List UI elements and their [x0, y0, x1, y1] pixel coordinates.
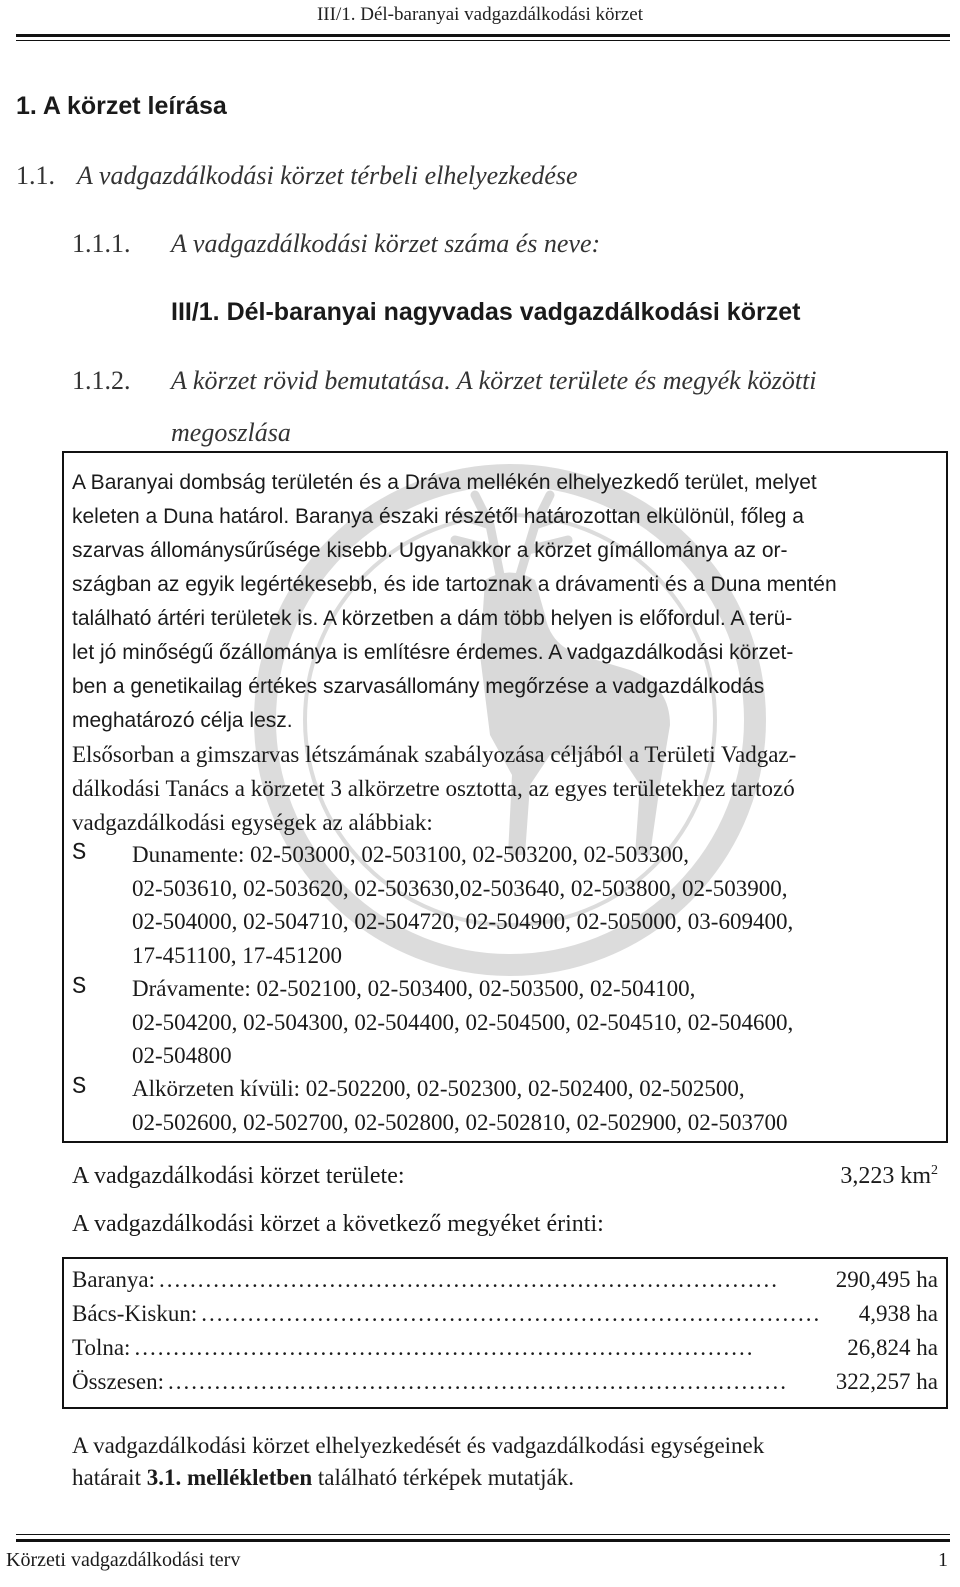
description-line: ben a genetikailag értékes szarvasállomány megőrzése a vadgazdálkodás: [72, 675, 765, 698]
description-line: keleten a Duna határol. Baranya északi részétől határozottan elkülönül, főleg a: [72, 505, 804, 528]
unit-line: Alkörzeten kívüli: 02-502200, 02-502300, 02-502400, 02-502500,: [132, 1076, 745, 1101]
running-header: III/1. Dél-baranyai vadgazdálkodási körzet: [316, 4, 643, 25]
county-name: Bács-Kiskun:: [72, 1301, 198, 1326]
county-name: Összesen:: [72, 1369, 164, 1394]
closing-line2: [72, 1462, 938, 1494]
area-value: [840, 1163, 938, 1190]
county-name: Baranya:: [72, 1267, 156, 1292]
paragraph-line: dálkodási Tanács a körzetet 3 alkörzetre osztotta, az egyes területekhez tartozó: [72, 776, 795, 801]
district-name: III/1. Dél-baranyai nagyvadas vadgazdálkodási körzet: [171, 298, 801, 326]
unit-line: 17-451100, 17-451200: [132, 942, 342, 968]
bullet-marker: S: [72, 974, 87, 1001]
unit-line: Drávamente: 02-502100, 02-503400, 02-503500, 02-504100,: [132, 976, 696, 1001]
page-number: 1: [938, 1549, 948, 1571]
sub112-number: 1.1.2.: [72, 366, 131, 395]
description-line: let jó minőségű őzállománya is említésre érdemes. A vadgazdálkodási körzet-: [72, 641, 794, 664]
closing-text: található térképek mutatják.: [312, 1465, 575, 1490]
county-name: Tolna:: [72, 1335, 131, 1360]
county-value: 26,824 ha: [847, 1335, 938, 1360]
leader-dots: ................................................................................: [201, 1301, 822, 1326]
section-title: A körzet leírása: [42, 92, 227, 120]
bullet-marker: S: [72, 1074, 87, 1101]
paragraph-line: vadgazdálkodási egységek az alábbiak:: [72, 810, 433, 835]
description-line: szágban az egyik legértékesebb, és ide tartoznak a drávamenti és a Duna mentén: [72, 573, 837, 596]
footer-rule-thin: [16, 1534, 950, 1535]
header-rule-thin: [16, 40, 950, 41]
county-value: 4,938 ha: [858, 1301, 938, 1326]
unit-list-dunamente: [132, 838, 938, 972]
county-row: [72, 1267, 938, 1299]
county-value: 290,495 ha: [835, 1267, 938, 1292]
bullet-marker: S: [72, 840, 87, 867]
unit-line: Dunamente: 02-503000, 02-503100, 02-503200, 02-503300,: [132, 842, 690, 867]
closing-text: határait: [72, 1465, 147, 1490]
sub112-title-line2: megoszlása: [171, 418, 291, 447]
unit-line: 02-502600, 02-502700, 02-502800, 02-502810, 02-502900, 02-503700: [132, 1109, 788, 1135]
sub111-heading: [72, 229, 131, 259]
county-row: [72, 1301, 938, 1333]
subsection-number: 1.1.: [16, 161, 55, 190]
area-unit-sup: 2: [931, 1163, 938, 1178]
footer-title: Körzeti vadgazdálkodási terv: [6, 1549, 241, 1571]
footer-rule-thick: [16, 1539, 950, 1542]
leader-dots: ................................................................................: [167, 1369, 788, 1394]
counties-intro: A vadgazdálkodási körzet a következő megyéket érinti:: [72, 1211, 604, 1237]
subsection-heading: [16, 161, 578, 191]
leader-dots: ................................................................................: [134, 1335, 755, 1360]
section-number: 1.: [16, 92, 37, 120]
unit-line: 02-504800: [132, 1043, 232, 1068]
unit-line: 02-504200, 02-504300, 02-504400, 02-504500, 02-504510, 02-504600,: [132, 1009, 794, 1035]
sub112-title-line1: A körzet rövid bemutatása. A körzet területe és megyék közötti: [171, 366, 817, 395]
section-heading: [16, 92, 227, 121]
area-number: 3,223 km: [840, 1163, 931, 1189]
unit-line: 02-504000, 02-504710, 02-504720, 02-504900, 02-505000, 03-609400,: [132, 909, 794, 934]
county-row-total: [72, 1369, 938, 1401]
county-row: [72, 1335, 938, 1367]
unit-list-outside: [132, 1072, 938, 1139]
subsection-title: A vadgazdálkodási körzet térbeli elhelyezkedése: [77, 161, 578, 190]
area-label: A vadgazdálkodási körzet területe:: [72, 1163, 405, 1189]
unit-line: 02-503610, 02-503620, 02-503630,02-503640, 02-503800, 02-503900,: [132, 875, 788, 901]
sub111-number: 1.1.1.: [72, 229, 131, 258]
sub111-title: A vadgazdálkodási körzet száma és neve:: [171, 229, 601, 258]
description-line: meghatározó célja lesz.: [72, 709, 293, 732]
description-line: szarvas állománysűrűsége kisebb. Ugyanakkor a körzet gímállománya az or-: [72, 539, 788, 562]
header-rule-thick: [16, 34, 950, 37]
paragraph-line: Elsősorban a gimszarvas létszámának szabályozása céljából a Területi Vadgaz-: [72, 742, 797, 767]
leader-dots: ................................................................................: [159, 1267, 780, 1292]
county-value: 322,257 ha: [835, 1369, 938, 1394]
description-line: található ártéri területek is. A körzetben a dám több helyen is előfordul. A terü-: [72, 607, 793, 630]
annex-reference: 3.1. mellékletben: [146, 1465, 313, 1490]
unit-list-dravamente: [132, 972, 938, 1073]
description-line: A Baranyai dombság területén és a Dráva mellékén elhelyezkedő terület, melyet: [72, 471, 817, 494]
closing-line1: A vadgazdálkodási körzet elhelyezkedését és vadgazdálkodási egységeinek: [72, 1433, 765, 1458]
